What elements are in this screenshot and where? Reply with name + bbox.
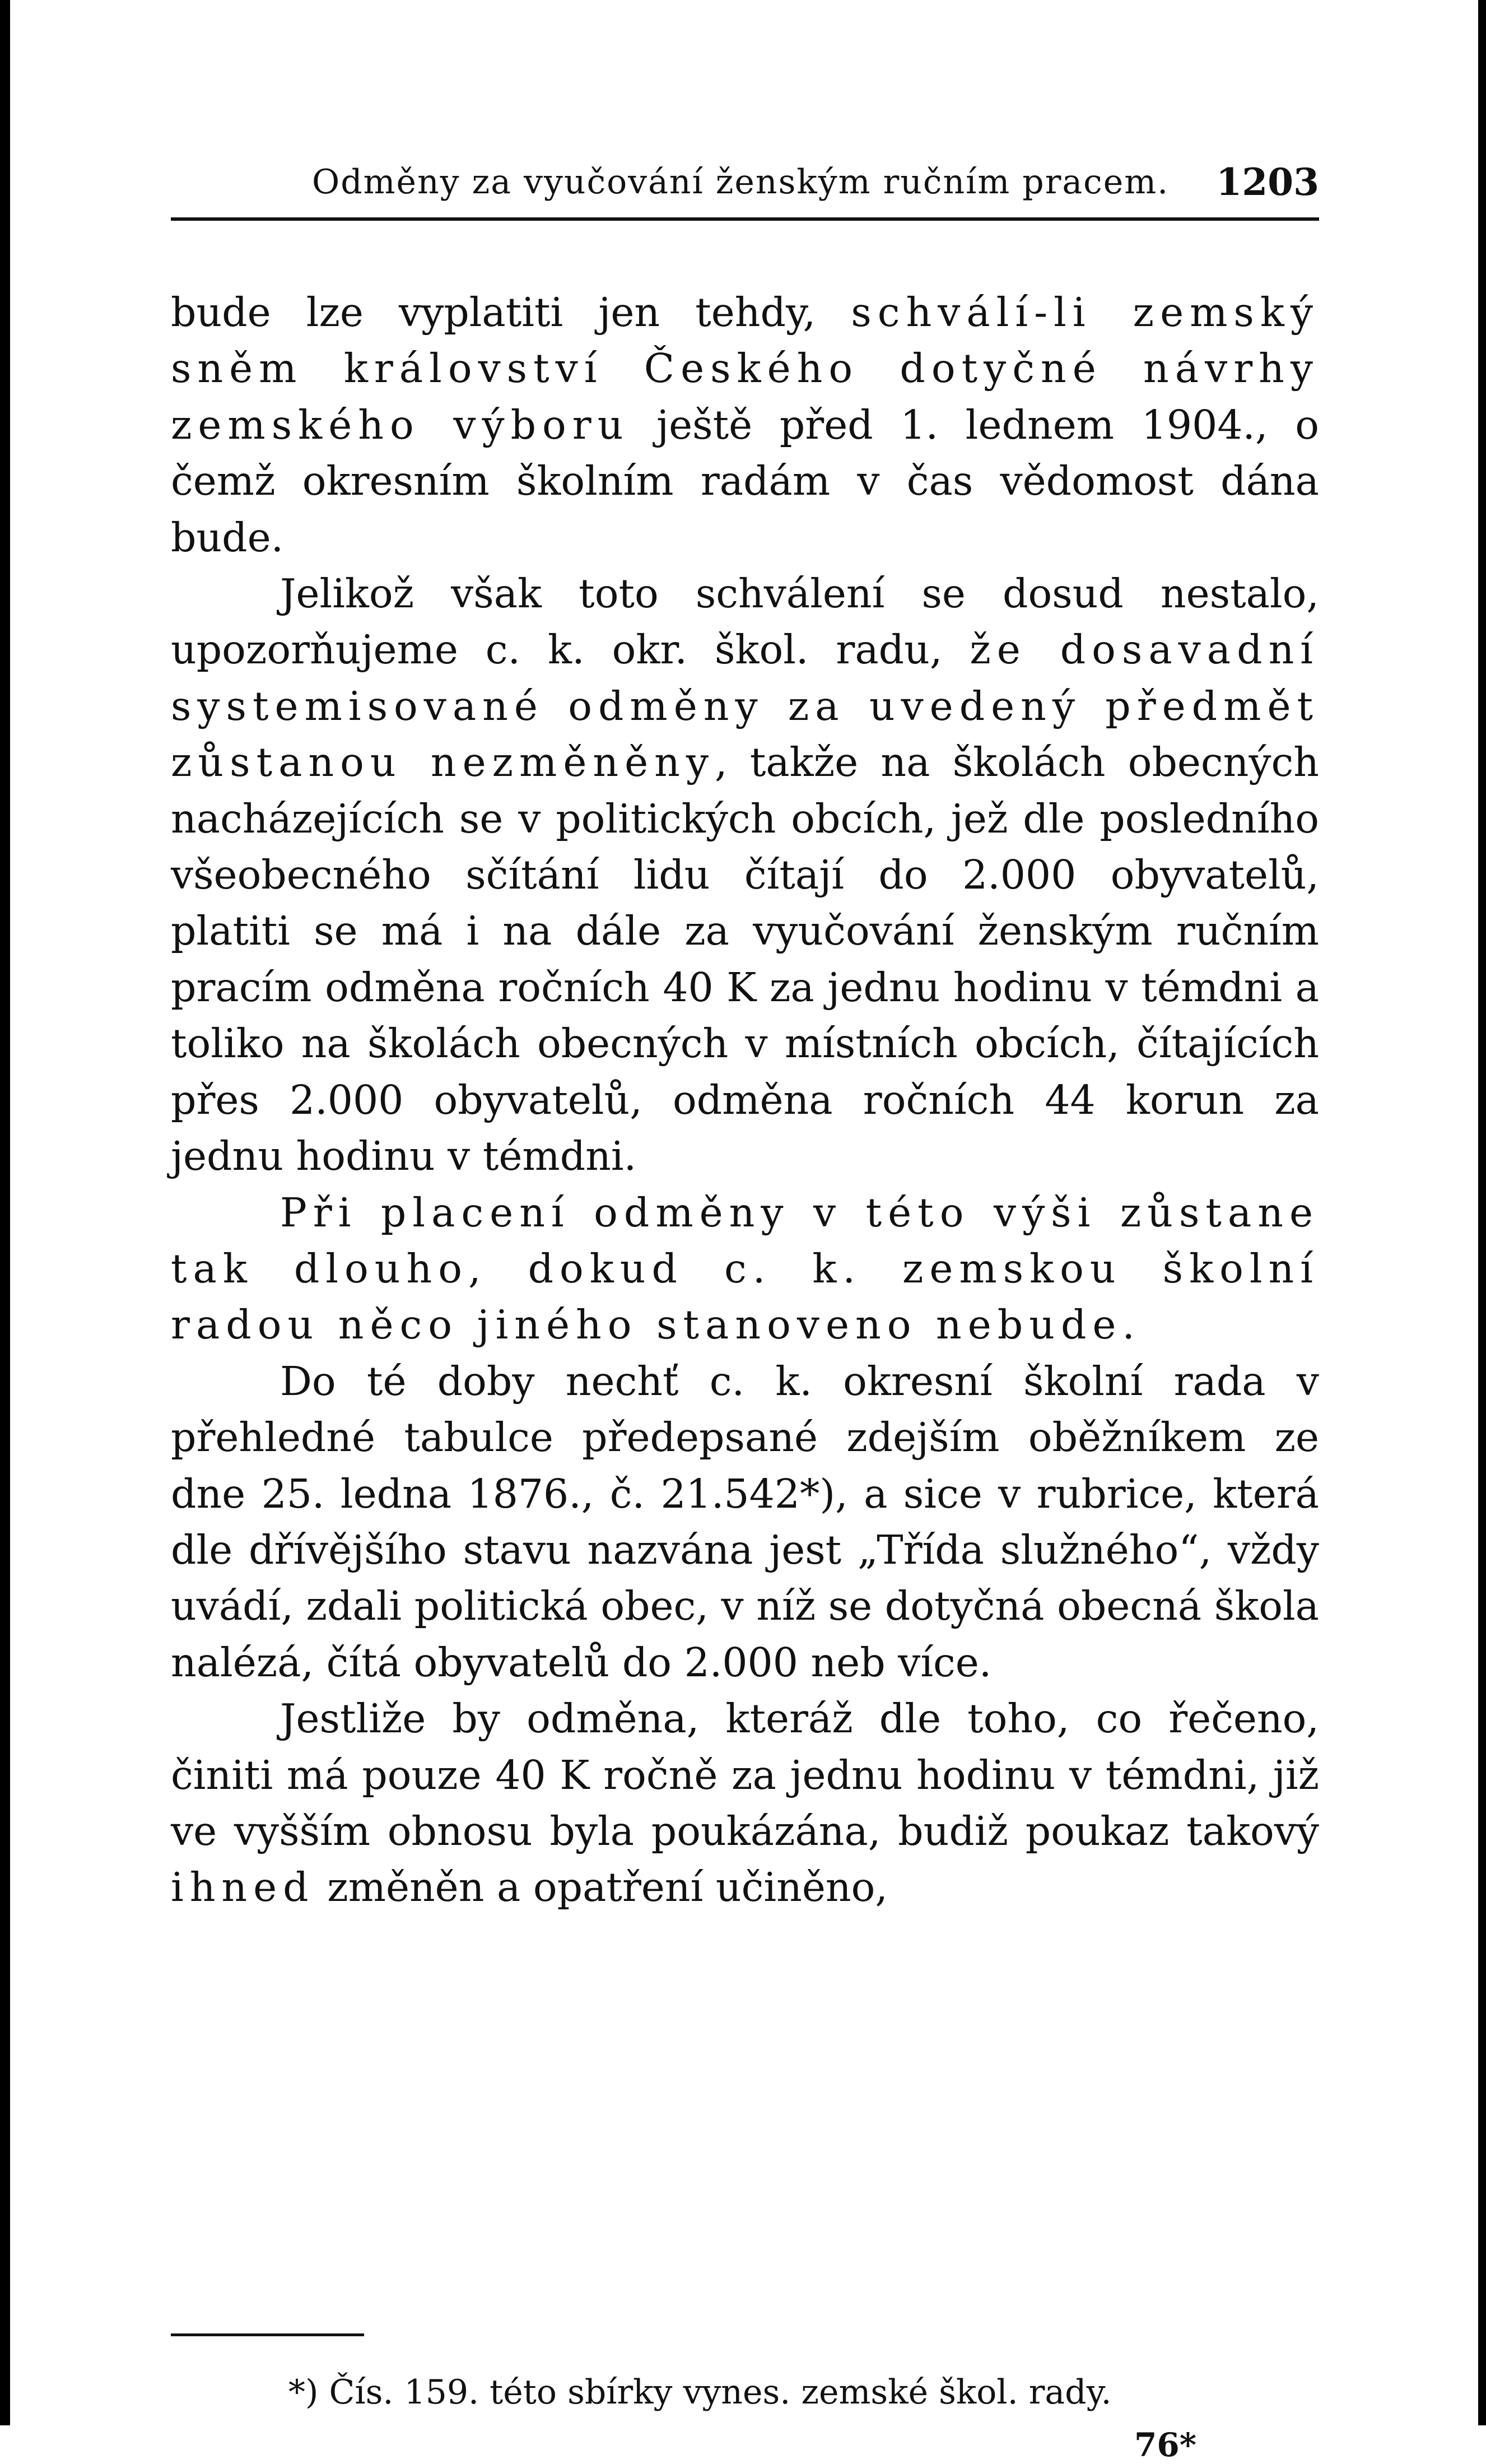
paragraph-2-part-a: Jelikož však toto schválení se dosud nestalo, upozorňujeme c. k. okr. škol. radu, [171,570,1319,673]
signature-mark: 76* [1134,2426,1197,2464]
paragraph-5-emphasis: ihned [171,1864,315,1911]
paragraph-2-part-c: , takže na školách obecných nacházejících se v politických obcích, jež dle posledního všeobecného sčítání lidu čítají do 2.000 obyvatelů, platiti se má i na dále za vyučování ženským ručním pracím odměna ročních 40 K za jednu hodinu v témdni a toliko na školách obecných v místních obcích, čítajících přes 2.000 obyvatelů, odměna ročních 44 korun za jednu hodinu v témdni. [171,739,1320,1180]
page-number: 1203 [1216,160,1319,204]
paragraph-3 [171,1185,1319,1354]
running-header [171,151,1319,213]
body-text [171,285,1319,1916]
paragraph-2 [171,566,1319,1184]
document-page [171,151,1320,2464]
scan-edge-left [0,0,10,2425]
footnote: *) Čís. 159. této sbírky vynes. zemské škol. rady. [288,2373,1112,2412]
header-rule [171,217,1319,221]
paragraph-4 [171,1354,1319,1691]
paragraph-4-text: Do té doby nechť c. k. okresní školní rada v přehledné tabulce předepsané zdejším oběžníkem ze dne 25. ledna 1876., č. 21.542*), a sice v rubrice, která dle dřívějšího stavu nazvána jest „Třída služného“, vždy uvádí, zdali politická obec, v níž se dotyčná obecná škola nalézá, čítá obyvatelů do 2.000 neb více. [171,1357,1319,1686]
running-header-title: Odměny za vyučování ženským ručním pracem. [312,162,1170,202]
paragraph-1 [171,285,1319,566]
paragraph-2-emphasis: že dosavadní systemisované odměny za uvedený předmět zůstanou nezměněny [171,626,1320,786]
paragraph-5-part-a: Jestliže by odměna, kteráž dle toho, co řečeno, činiti má pouze 40 K ročně za jednu hodinu v témdni, již ve vyšším obnosu byla poukázána, budiž poukaz takový [171,1695,1319,1854]
paragraph-1-emphasis: schválí-li zemský sněm království Českého dotyčné návrhy zemského výboru [171,289,1319,448]
paragraph-5-part-c: změněn a opatření učiněno, [314,1864,888,1911]
paragraph-1-part-c: ještě před 1. lednem 1904., o čemž okresním školním radám v čas vědomost dána bude. [171,401,1319,561]
paragraph-3-text: Při placení odměny v této výši zůstane tak dlouho, dokud c. k. zemskou školní radou něco jiného stanoveno nebude. [171,1189,1319,1349]
paragraph-1-part-a: bude lze vyplatiti jen tehdy, [171,289,851,336]
scan-edge-right [1478,0,1486,2425]
paragraph-5 [171,1691,1319,1916]
footnote-rule [171,2333,364,2336]
